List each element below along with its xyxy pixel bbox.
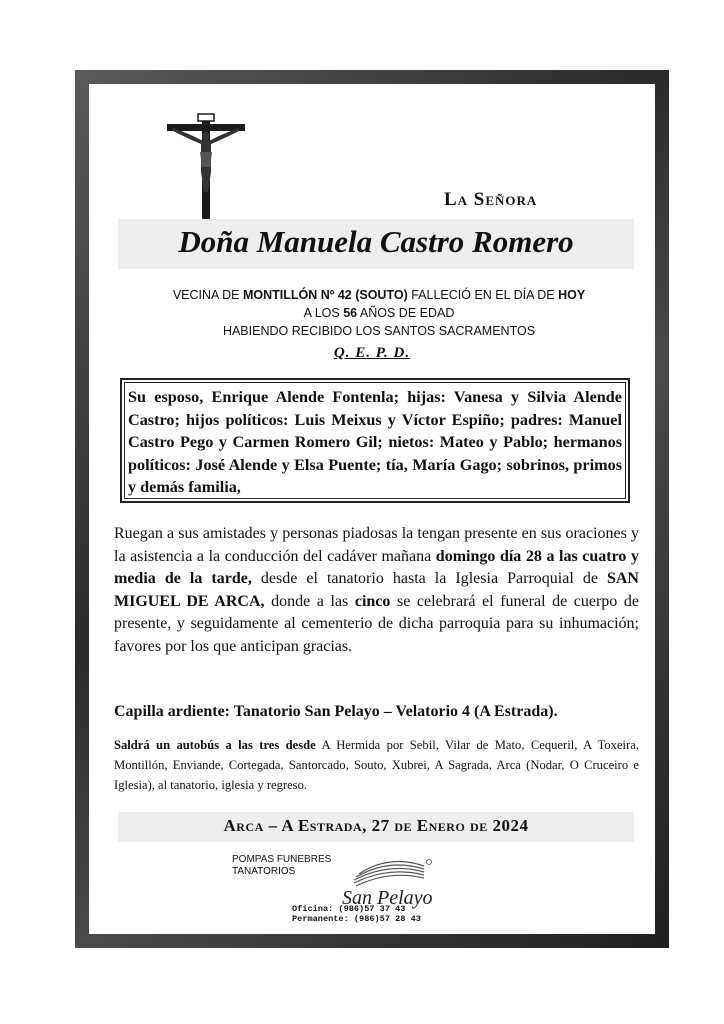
- church-name: SAN MIGUEL DE ARCA,: [114, 570, 639, 610]
- paragraph-text: se celebrará el funeral de cuerpo de presente, y seguidamente al cementerio de dicha parroquia para su inhumación; favores por los que anticipan gracias.: [114, 592, 639, 655]
- chapel-line: Capilla ardiente: Tanatorio San Pelayo – Velatorio 4 (A Estrada).: [114, 703, 558, 720]
- place-date: Arca – A Estrada, 27 de Enero de 2024: [223, 816, 529, 835]
- funeral-home-line2: TANATORIOS: [232, 866, 296, 877]
- ceremony-hour: cinco: [354, 592, 391, 610]
- funeral-home-label: [232, 854, 331, 878]
- logo-text: San Pelayo: [342, 887, 433, 909]
- funeral-home-line1: POMPAS FUNEBRES: [232, 854, 332, 865]
- family-box: [120, 378, 630, 503]
- mourning-frame: [75, 70, 669, 948]
- info-text: VECINA DE: [172, 288, 243, 302]
- info-line-3: HABIENDO RECIBIDO LOS SANTOS SACRAMENTOS: [222, 324, 536, 338]
- bus-route: A Hermida por Sebil, Vilar de Mato, Cequeril, A Toxeira, Montillón, Enviande, Cortegada, Santorcado, Souto, Xubrei, A Sagrada, Arca (Nodar, O Cruceiro e Iglesia), al tanatorio, iglesia y regreso.: [114, 738, 639, 792]
- paragraph-text: Ruegan a sus amistades y personas piadosas la tengan presente en sus oraciones y la asistencia a la conducción del cadáver mañana: [114, 525, 639, 565]
- bus-lead: Saldrá un autobús a las tres desde: [114, 738, 316, 752]
- san-pelayo-logo: [334, 852, 434, 912]
- info-address: MONTILLÓN Nº 42 (SOUTO): [243, 288, 408, 302]
- info-text: AÑOS DE EDAD: [357, 306, 455, 320]
- qepd-abbreviation: Q. E. P. D.: [333, 345, 411, 361]
- contact-block: [292, 904, 421, 924]
- family-text: Su esposo, Enrique Alende Fontenla; hijas: Vanesa y Silvia Alende Castro; hijos políticos: Luis Meixus y Víctor Espiño; padres: Manuel Castro Pego y Carmen Romero Gil; nietos: Mateo y Pablo; hermanos políticos: José Alende y Elsa Puente; tía, María Gago; sobrinos, primos y demás familia,: [124, 382, 626, 499]
- ceremony-date: domingo día 28 a las cuatro y media de la tarde,: [114, 547, 639, 587]
- permanent-phone: Permanente: (986)57 28 43: [292, 914, 421, 924]
- info-age: 56: [343, 306, 358, 320]
- bus-paragraph: [114, 735, 639, 795]
- paragraph-text: desde el tanatorio hasta la Iglesia Parroquial de: [251, 570, 607, 587]
- info-line-2: [119, 306, 639, 320]
- paragraph-text: donde a las: [264, 592, 355, 610]
- crucifix-icon: [165, 112, 247, 222]
- info-day: HOY: [558, 288, 586, 302]
- card-body: [89, 84, 655, 934]
- info-text: FALLECIÓ EN EL DÍA DE: [407, 288, 559, 302]
- title-la-senora: La Señora: [444, 189, 538, 210]
- info-line-1: [119, 288, 639, 302]
- info-text: A LOS: [303, 306, 344, 320]
- ceremony-paragraph: [114, 523, 639, 658]
- office-phone: Oficina: (986)57 37 43: [292, 904, 406, 914]
- deceased-name: Doña Manuela Castro Romero: [178, 224, 574, 259]
